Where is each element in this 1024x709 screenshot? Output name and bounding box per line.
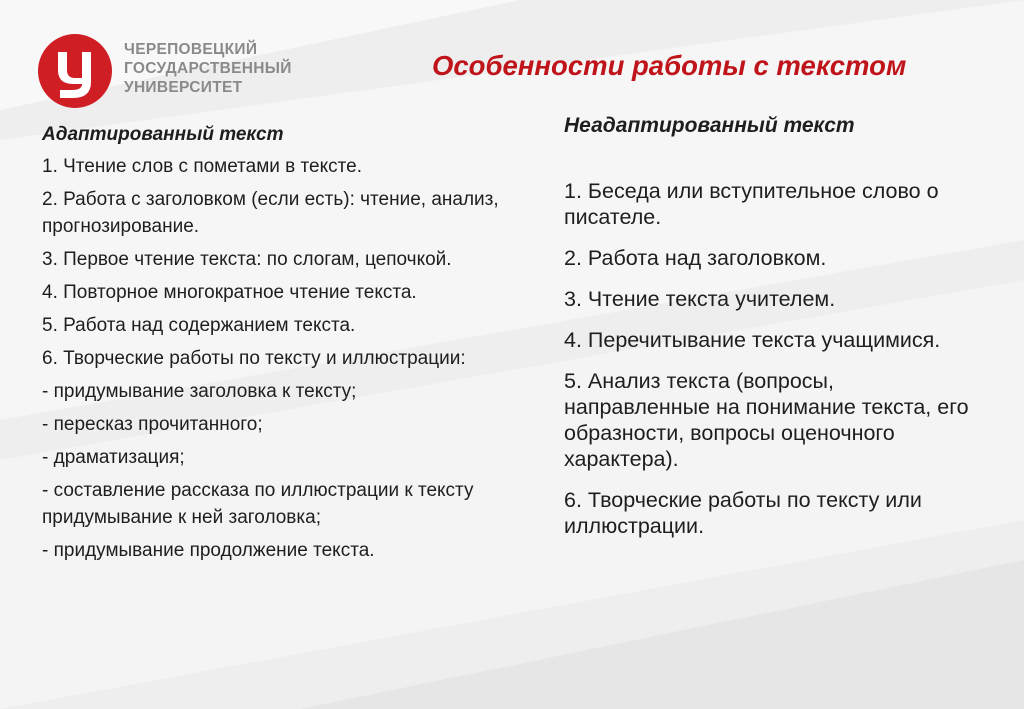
list-item: 3. Первое чтение текста: по слогам, цепочкой. <box>42 249 452 270</box>
list-item: 4. Повторное многократное чтение текста. <box>42 282 417 303</box>
list-item: 6. Творческие работы по тексту или иллюстрации. <box>564 488 922 538</box>
list-item: 6. Творческие работы по тексту и иллюстрации: <box>42 348 466 369</box>
non-adapted-text-heading: Неадаптированный текст <box>564 114 855 137</box>
list-item: - пересказ прочитанного; <box>42 414 263 435</box>
list-item: 2. Работа над заголовком. <box>564 246 827 270</box>
list-item: 5. Работа над содержанием текста. <box>42 315 356 336</box>
list-item: 2. Работа с заголовком (если есть): чтение, анализ, прогнозирование. <box>42 189 499 237</box>
adapted-text-column <box>42 121 522 570</box>
list-item: 3. Чтение текста учителем. <box>564 287 836 311</box>
list-item: 4. Перечитывание текста учащимися. <box>564 328 941 352</box>
list-item: 1. Чтение слов с пометами в тексте. <box>42 156 362 177</box>
list-item: - составление рассказа по иллюстрации к тексту придумывание к ней заголовка; <box>42 480 474 528</box>
page-title: Особенности работы с текстом <box>432 50 907 81</box>
university-name-line-1: ЧЕРЕПОВЕЦКИЙ <box>124 41 258 58</box>
list-item: 5. Анализ текста (вопросы, направленные на понимание текста, его образности, вопросы оценочного характера). <box>564 369 969 471</box>
university-name-line-2: ГОСУДАРСТВЕННЫЙ <box>124 60 292 77</box>
university-name <box>124 40 292 97</box>
list-item: - драматизация; <box>42 447 185 468</box>
university-logo-icon <box>36 32 114 110</box>
list-item: - придумывание продолжение текста. <box>42 540 375 561</box>
list-item: 1. Беседа или вступительное слово о писателе. <box>564 179 939 229</box>
non-adapted-text-column <box>564 113 984 554</box>
adapted-text-heading: Адаптированный текст <box>42 124 284 145</box>
list-item: - придумывание заголовка к тексту; <box>42 381 357 402</box>
university-name-line-3: УНИВЕРСИТЕТ <box>124 79 243 96</box>
